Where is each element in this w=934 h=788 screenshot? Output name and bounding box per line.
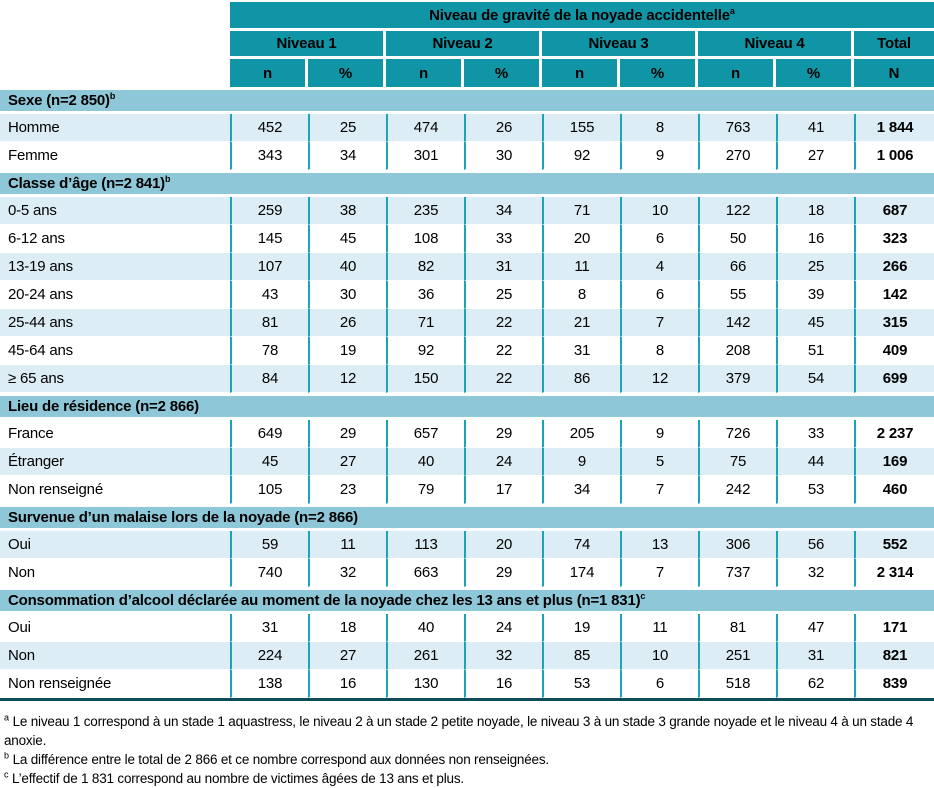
row-total: 142 — [854, 281, 934, 309]
row-total: 323 — [854, 225, 934, 253]
value-cell: 343 — [230, 142, 308, 170]
section-title — [0, 393, 934, 420]
value-cell: 4 — [620, 253, 698, 281]
value-cell: 9 — [620, 420, 698, 448]
value-cell: 27 — [776, 142, 854, 170]
row-label: 20-24 ans — [0, 281, 230, 309]
footnotes — [0, 712, 934, 788]
value-cell: 13 — [620, 531, 698, 559]
footnote-text: Le niveau 1 correspond à un stade 1 aquastress, le niveau 2 à un stade 2 petite noyade, le niveau 3 à un stade 3 grande noyade et le niveau 4 à un stade 4 anoxie. — [4, 714, 914, 748]
value-cell: 270 — [698, 142, 776, 170]
row-label: 45-64 ans — [0, 337, 230, 365]
row-total: 2 314 — [854, 559, 934, 587]
header-n-2: n — [386, 59, 464, 87]
row-total: 2 237 — [854, 420, 934, 448]
value-cell: 8 — [620, 114, 698, 142]
value-cell: 44 — [776, 448, 854, 476]
value-cell: 20 — [542, 225, 620, 253]
value-cell: 6 — [620, 281, 698, 309]
section-title — [0, 504, 934, 531]
value-cell: 30 — [464, 142, 542, 170]
value-cell: 79 — [386, 476, 464, 504]
value-cell: 174 — [542, 559, 620, 587]
row-label: Non — [0, 642, 230, 670]
value-cell: 40 — [386, 448, 464, 476]
table-row — [0, 531, 934, 559]
value-cell: 34 — [308, 142, 386, 170]
value-cell: 9 — [620, 142, 698, 170]
value-cell: 145 — [230, 225, 308, 253]
row-label: 0-5 ans — [0, 197, 230, 225]
value-cell: 32 — [776, 559, 854, 587]
value-cell: 40 — [308, 253, 386, 281]
value-cell: 82 — [386, 253, 464, 281]
value-cell: 10 — [620, 642, 698, 670]
value-cell: 81 — [230, 309, 308, 337]
row-total: 552 — [854, 531, 934, 559]
value-cell: 5 — [620, 448, 698, 476]
row-label: ≥ 65 ans — [0, 365, 230, 393]
value-cell: 84 — [230, 365, 308, 393]
footnote-text: La différence entre le total de 2 866 et ce nombre correspond aux données non renseignées. — [9, 752, 549, 767]
value-cell: 31 — [230, 614, 308, 642]
value-cell: 50 — [698, 225, 776, 253]
row-total: 266 — [854, 253, 934, 281]
value-cell: 259 — [230, 197, 308, 225]
value-cell: 7 — [620, 476, 698, 504]
row-total: 839 — [854, 670, 934, 698]
value-cell: 224 — [230, 642, 308, 670]
value-cell: 649 — [230, 420, 308, 448]
value-cell: 29 — [308, 420, 386, 448]
footnote-text: L’effectif de 1 831 correspond au nombre de victimes âgées de 13 ans et plus. — [8, 771, 464, 786]
section-title-text: Sexe (n=2 850) — [8, 92, 110, 109]
table-header — [0, 2, 934, 87]
value-cell: 12 — [308, 365, 386, 393]
row-label: Non — [0, 559, 230, 587]
value-cell: 36 — [386, 281, 464, 309]
value-cell: 34 — [542, 476, 620, 504]
table-title-footnote-mark: a — [729, 5, 735, 16]
value-cell: 38 — [308, 197, 386, 225]
value-cell: 71 — [386, 309, 464, 337]
row-total: 315 — [854, 309, 934, 337]
footnote — [4, 750, 928, 769]
section-footnote-mark: b — [109, 91, 116, 101]
section-title — [0, 170, 934, 197]
value-cell: 205 — [542, 420, 620, 448]
row-label: 13-19 ans — [0, 253, 230, 281]
value-cell: 26 — [308, 309, 386, 337]
footnote — [4, 712, 928, 750]
value-cell: 31 — [464, 253, 542, 281]
header-n-4: n — [698, 59, 776, 87]
value-cell: 12 — [620, 365, 698, 393]
value-cell: 34 — [464, 197, 542, 225]
row-label: Étranger — [0, 448, 230, 476]
value-cell: 105 — [230, 476, 308, 504]
value-cell: 22 — [464, 309, 542, 337]
value-cell: 9 — [542, 448, 620, 476]
section-title-text: Lieu de résidence (n=2 866) — [8, 398, 199, 415]
header-niveau-4: Niveau 4 — [698, 31, 854, 59]
table-row — [0, 420, 934, 448]
table-row — [0, 114, 934, 142]
row-label: Femme — [0, 142, 230, 170]
row-label: Oui — [0, 531, 230, 559]
row-label: Non renseignée — [0, 670, 230, 698]
row-total: 699 — [854, 365, 934, 393]
value-cell: 25 — [776, 253, 854, 281]
section-header-row — [0, 170, 934, 197]
value-cell: 39 — [776, 281, 854, 309]
table-row — [0, 197, 934, 225]
header-pct-2: % — [464, 59, 542, 87]
row-total: 460 — [854, 476, 934, 504]
section-header-row — [0, 393, 934, 420]
row-total: 687 — [854, 197, 934, 225]
value-cell: 86 — [542, 365, 620, 393]
header-total: Total — [854, 31, 934, 59]
value-cell: 11 — [620, 614, 698, 642]
table-title — [230, 2, 934, 31]
row-label: 25-44 ans — [0, 309, 230, 337]
value-cell: 19 — [542, 614, 620, 642]
value-cell: 261 — [386, 642, 464, 670]
value-cell: 7 — [620, 309, 698, 337]
value-cell: 26 — [464, 114, 542, 142]
value-cell: 33 — [464, 225, 542, 253]
value-cell: 45 — [230, 448, 308, 476]
value-cell: 108 — [386, 225, 464, 253]
section-title — [0, 587, 934, 614]
value-cell: 92 — [386, 337, 464, 365]
value-cell: 47 — [776, 614, 854, 642]
value-cell: 737 — [698, 559, 776, 587]
value-cell: 45 — [308, 225, 386, 253]
value-cell: 306 — [698, 531, 776, 559]
footnote-mark: c — [4, 769, 9, 780]
value-cell: 53 — [776, 476, 854, 504]
value-cell: 21 — [542, 309, 620, 337]
value-cell: 16 — [464, 670, 542, 698]
value-cell: 22 — [464, 365, 542, 393]
value-cell: 8 — [620, 337, 698, 365]
section-header-row — [0, 504, 934, 531]
value-cell: 33 — [776, 420, 854, 448]
table-row — [0, 225, 934, 253]
section-title-text: Consommation d’alcool déclarée au moment de la noyade chez les 13 ans et plus (n=1 831) — [8, 592, 641, 609]
value-cell: 518 — [698, 670, 776, 698]
table-row — [0, 476, 934, 504]
value-cell: 24 — [464, 614, 542, 642]
value-cell: 122 — [698, 197, 776, 225]
section-header-row — [0, 587, 934, 614]
header-pct-3: % — [620, 59, 698, 87]
header-total-n: N — [854, 59, 934, 87]
value-cell: 31 — [776, 642, 854, 670]
row-total: 409 — [854, 337, 934, 365]
table-row — [0, 614, 934, 642]
value-cell: 62 — [776, 670, 854, 698]
row-label: Homme — [0, 114, 230, 142]
value-cell: 107 — [230, 253, 308, 281]
value-cell: 25 — [308, 114, 386, 142]
table-row — [0, 253, 934, 281]
row-total: 821 — [854, 642, 934, 670]
value-cell: 23 — [308, 476, 386, 504]
header-n-1: n — [230, 59, 308, 87]
value-cell: 74 — [542, 531, 620, 559]
value-cell: 75 — [698, 448, 776, 476]
value-cell: 40 — [386, 614, 464, 642]
value-cell: 19 — [308, 337, 386, 365]
value-cell: 155 — [542, 114, 620, 142]
table-row — [0, 281, 934, 309]
table-row — [0, 448, 934, 476]
value-cell: 78 — [230, 337, 308, 365]
table-row — [0, 670, 934, 698]
value-cell: 11 — [308, 531, 386, 559]
value-cell: 130 — [386, 670, 464, 698]
value-cell: 242 — [698, 476, 776, 504]
row-label: 6-12 ans — [0, 225, 230, 253]
value-cell: 138 — [230, 670, 308, 698]
row-label: France — [0, 420, 230, 448]
table-title-text: Niveau de gravité de la noyade accidentelle — [429, 6, 730, 24]
value-cell: 6 — [620, 225, 698, 253]
value-cell: 66 — [698, 253, 776, 281]
section-title-text: Survenue d’un malaise lors de la noyade (n=2 866) — [8, 509, 358, 526]
row-label: Oui — [0, 614, 230, 642]
value-cell: 25 — [464, 281, 542, 309]
value-cell: 41 — [776, 114, 854, 142]
header-n-3: n — [542, 59, 620, 87]
table-row — [0, 337, 934, 365]
row-label: Non renseigné — [0, 476, 230, 504]
value-cell: 29 — [464, 559, 542, 587]
section-title — [0, 87, 934, 114]
value-cell: 92 — [542, 142, 620, 170]
table-row — [0, 559, 934, 587]
row-total: 1 006 — [854, 142, 934, 170]
value-cell: 71 — [542, 197, 620, 225]
value-cell: 18 — [776, 197, 854, 225]
value-cell: 32 — [308, 559, 386, 587]
footnote-mark: b — [4, 750, 10, 761]
table-row — [0, 309, 934, 337]
value-cell: 16 — [308, 670, 386, 698]
section-footnote-mark: c — [640, 591, 646, 601]
value-cell: 7 — [620, 559, 698, 587]
value-cell: 379 — [698, 365, 776, 393]
value-cell: 27 — [308, 448, 386, 476]
value-cell: 30 — [308, 281, 386, 309]
value-cell: 59 — [230, 531, 308, 559]
value-cell: 726 — [698, 420, 776, 448]
header-niveau-3: Niveau 3 — [542, 31, 698, 59]
footnote — [4, 769, 928, 788]
value-cell: 53 — [542, 670, 620, 698]
value-cell: 85 — [542, 642, 620, 670]
value-cell: 55 — [698, 281, 776, 309]
value-cell: 251 — [698, 642, 776, 670]
row-total: 171 — [854, 614, 934, 642]
value-cell: 81 — [698, 614, 776, 642]
header-pct-4: % — [776, 59, 854, 87]
table-row — [0, 142, 934, 170]
value-cell: 22 — [464, 337, 542, 365]
value-cell: 474 — [386, 114, 464, 142]
value-cell: 113 — [386, 531, 464, 559]
value-cell: 56 — [776, 531, 854, 559]
drowning-severity-table — [0, 2, 934, 701]
value-cell: 16 — [776, 225, 854, 253]
value-cell: 11 — [542, 253, 620, 281]
value-cell: 45 — [776, 309, 854, 337]
value-cell: 20 — [464, 531, 542, 559]
corner-cell — [0, 2, 230, 87]
value-cell: 740 — [230, 559, 308, 587]
header-row-title — [0, 2, 934, 31]
value-cell: 6 — [620, 670, 698, 698]
value-cell: 235 — [386, 197, 464, 225]
value-cell: 657 — [386, 420, 464, 448]
value-cell: 208 — [698, 337, 776, 365]
value-cell: 43 — [230, 281, 308, 309]
value-cell: 452 — [230, 114, 308, 142]
value-cell: 27 — [308, 642, 386, 670]
value-cell: 763 — [698, 114, 776, 142]
header-niveau-1: Niveau 1 — [230, 31, 386, 59]
table-body — [0, 87, 934, 698]
row-total: 1 844 — [854, 114, 934, 142]
footnote-mark: a — [4, 712, 10, 723]
section-title-text: Classe d’âge (n=2 841) — [8, 175, 165, 192]
value-cell: 10 — [620, 197, 698, 225]
value-cell: 8 — [542, 281, 620, 309]
value-cell: 663 — [386, 559, 464, 587]
value-cell: 51 — [776, 337, 854, 365]
row-total: 169 — [854, 448, 934, 476]
table-row — [0, 642, 934, 670]
section-header-row — [0, 87, 934, 114]
value-cell: 31 — [542, 337, 620, 365]
header-pct-1: % — [308, 59, 386, 87]
value-cell: 32 — [464, 642, 542, 670]
value-cell: 17 — [464, 476, 542, 504]
value-cell: 24 — [464, 448, 542, 476]
value-cell: 301 — [386, 142, 464, 170]
value-cell: 150 — [386, 365, 464, 393]
value-cell: 29 — [464, 420, 542, 448]
section-footnote-mark: b — [164, 174, 171, 184]
value-cell: 18 — [308, 614, 386, 642]
table-row — [0, 365, 934, 393]
value-cell: 142 — [698, 309, 776, 337]
value-cell: 54 — [776, 365, 854, 393]
header-niveau-2: Niveau 2 — [386, 31, 542, 59]
